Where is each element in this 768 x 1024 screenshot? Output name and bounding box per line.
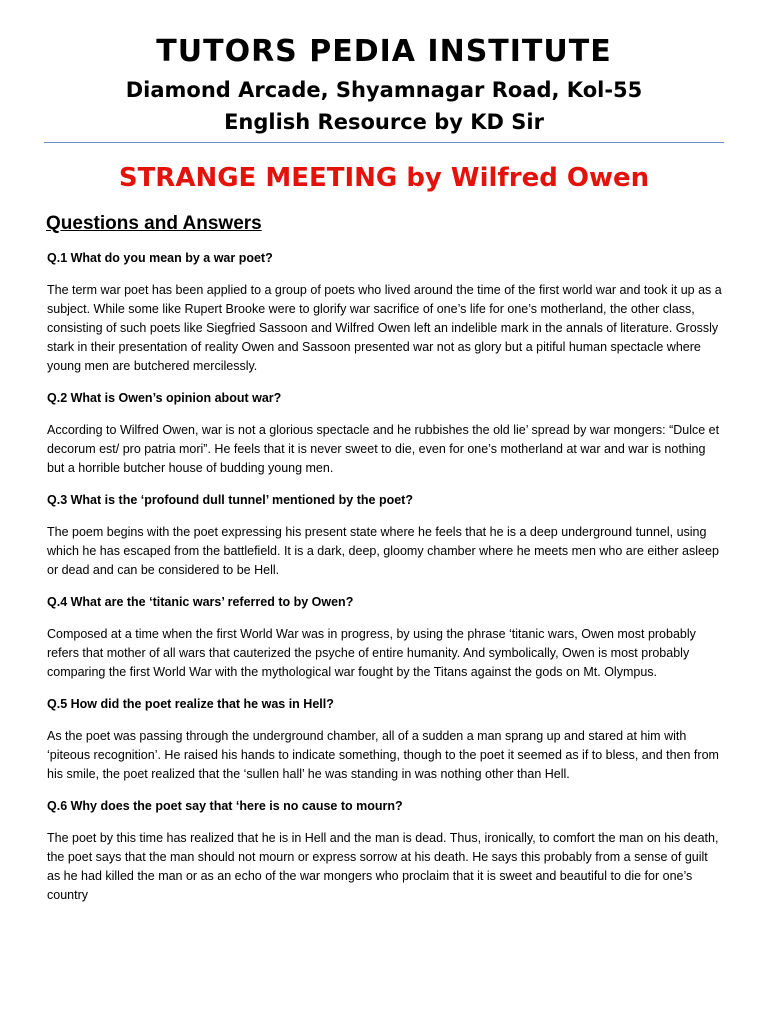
question: Q.4 What are the ‘titanic wars’ referred to by Owen? <box>47 595 354 609</box>
question: Q.3 What is the ‘profound dull tunnel’ mentioned by the poet? <box>47 493 413 507</box>
institute-name: TUTORS PEDIA INSTITUTE <box>156 34 612 69</box>
qa-item <box>47 389 723 478</box>
qa-item <box>47 797 723 905</box>
question: Q.2 What is Owen’s opinion about war? <box>47 391 282 405</box>
section-heading: Questions and Answers <box>46 213 262 234</box>
question: Q.1 What do you mean by a war poet? <box>47 251 273 265</box>
answer: According to Wilfred Owen, war is not a glorious spectacle and he rubbishes the old lie’ spread by war mongers: “Dulce et decorum est/ pro patria mori”. He feels that it is never sweet to die, even for one’s motherland at war and war is nothing but a horrible butcher house of budding young men. <box>47 423 720 475</box>
header-divider <box>44 142 724 143</box>
answer: The poet by this time has realized that he is in Hell and the man is dead. Thus, ironically, to comfort the man on his death, the poet says that the man should not mourn or express sorrow at his death. He says this probably from a sense of guilt as he had killed the man or as an echo of the war mongers who proclaim that it is sweet and beautiful to die for one’s country <box>47 831 719 902</box>
qa-item <box>47 593 723 682</box>
resource-credit: English Resource by KD Sir <box>224 110 544 134</box>
institute-address: Diamond Arcade, Shyamnagar Road, Kol-55 <box>125 78 643 102</box>
answer: As the poet was passing through the underground chamber, all of a sudden a man sprang up and stared at him with ‘piteous recognition’. He raised his hands to indicate something, though to the poet it seemed as if to bless, and then from his smile, the poet realized that the ‘sullen hall’ he was standing in was nothing other than Hell. <box>47 729 719 781</box>
qa-item <box>47 695 723 784</box>
question: Q.5 How did the poet realize that he was in Hell? <box>47 697 334 711</box>
document-title: STRANGE MEETING by Wilfred Owen <box>118 163 650 193</box>
qa-list <box>47 249 723 918</box>
answer: The poem begins with the poet expressing his present state where he feels that he is a deep underground tunnel, using which he has escaped from the battlefield. It is a dark, deep, gloomy chamber where he meets men who are either asleep or dead and can be considered to be Hell. <box>47 525 719 577</box>
question: Q.6 Why does the poet say that ‘here is no cause to mourn? <box>47 799 403 813</box>
qa-item <box>47 491 723 580</box>
answer: Composed at a time when the first World War was in progress, by using the phrase ‘titanic wars, Owen most probably refers that mother of all wars that cauterized the psyche of entire humanity. And symbolically, Owen is most probably comparing the first World War with the mythological war fought by the Titans against the gods on Mt. Olympus. <box>47 627 696 679</box>
answer: The term war poet has been applied to a group of poets who lived around the time of the first world war and took it up as a subject. While some like Rupert Brooke were to glorify war sacrifice of one’s life for one’s motherland, the other class, consisting of such poets like Siegfried Sassoon and Wilfred Owen left an indelible mark in the annals of literature. Grossly stark in their presentation of reality Owen and Sassoon presented war not as glory but a pitiful human spectacle where young men are butchered mercilessly. <box>47 283 722 373</box>
qa-item <box>47 249 723 376</box>
letterhead <box>0 32 768 138</box>
